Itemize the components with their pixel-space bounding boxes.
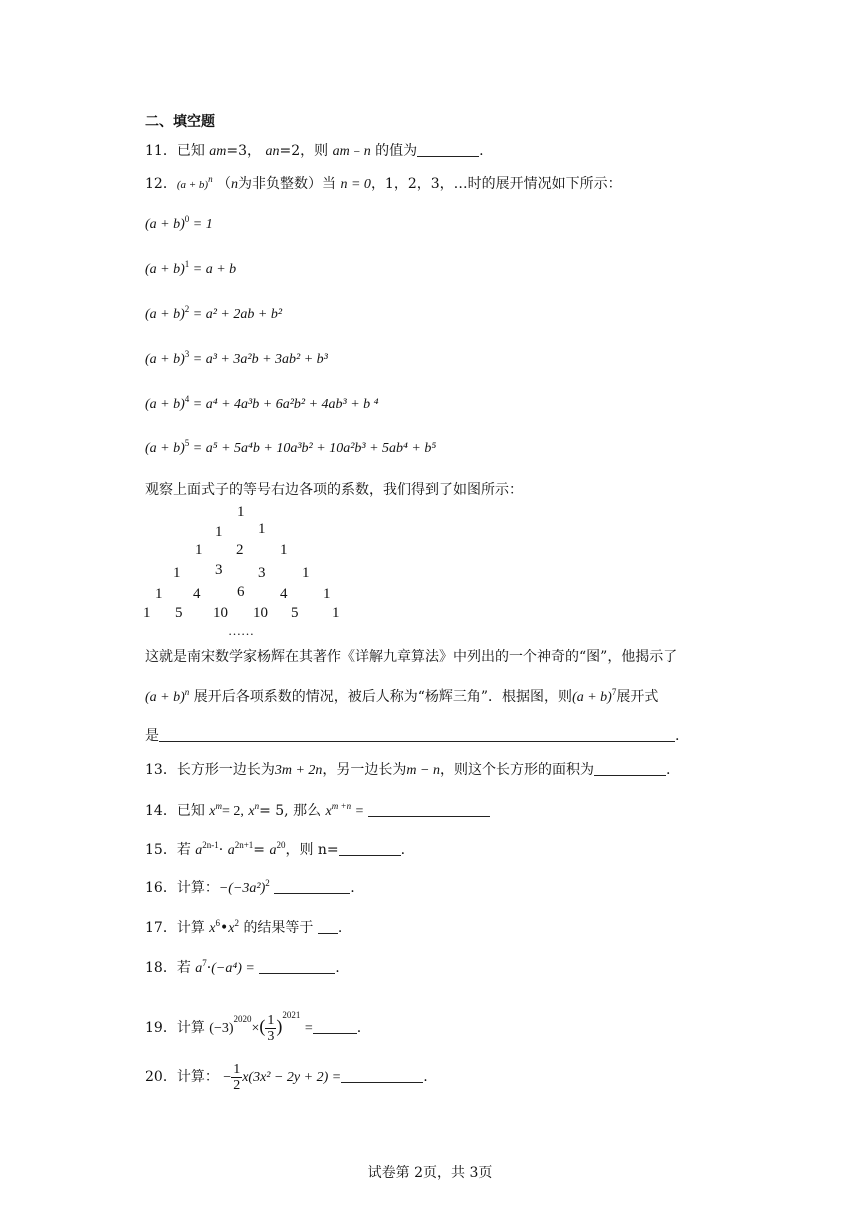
expansion-2: [145, 305, 282, 325]
question-number: 13．: [145, 762, 177, 778]
q12-end: .: [675, 728, 680, 744]
q11-text: =3，: [226, 143, 262, 159]
triangle-dots: ……: [228, 623, 254, 638]
q19-end: .: [356, 1020, 362, 1036]
q14-text: =: [355, 804, 364, 819]
q12-paragraph-2: [145, 687, 658, 708]
triangle-number: 5: [175, 605, 183, 621]
expansion-lhs: (a + b): [145, 352, 185, 367]
q12-observe: 观察上面式子的等号右边各项的系数，我们得到了如图所示：: [145, 482, 523, 498]
triangle-number: 2: [236, 542, 244, 558]
question-12: [145, 174, 622, 195]
q16-end: .: [350, 880, 355, 896]
triangle-number: 3: [215, 562, 223, 578]
q20-expr: x(3x² − 2y + 2) =: [242, 1070, 342, 1085]
q15-a: a: [227, 843, 235, 858]
triangle-number: 1: [195, 542, 203, 558]
question-number: 18．: [145, 960, 177, 976]
question-number: 16．: [145, 880, 177, 896]
q18-expr: (−a⁴) =: [211, 961, 255, 976]
q13-expr: 3m + 2n: [274, 763, 323, 778]
q15-exp: 2n-1: [202, 840, 219, 850]
q15-exp: 20: [276, 840, 286, 850]
expansion-exp: 4: [184, 394, 190, 404]
answer-blank[interactable]: [339, 841, 401, 856]
q19-base: (−3): [209, 1021, 234, 1036]
expansion-rhs: = a³ + 3a²b + 3ab² + b³: [192, 352, 328, 367]
q12-text: 为非负整数）当: [238, 176, 337, 192]
q12-n: n: [231, 177, 239, 192]
q12-paragraph-3: [145, 726, 679, 746]
q13-text: ，另一边长为: [322, 762, 407, 778]
expansion-exp: 5: [184, 438, 190, 448]
q19-paren: ): [276, 1016, 283, 1036]
answer-blank[interactable]: [313, 1019, 357, 1034]
q14-text: = 2,: [222, 804, 244, 819]
q15-end: .: [400, 842, 406, 858]
triangle-number: 5: [291, 605, 299, 621]
q15-text: ，则 n=: [285, 842, 339, 858]
triangle-number: 10: [213, 605, 228, 621]
q12-expr-exp: 7: [611, 687, 617, 697]
q13-end: .: [665, 762, 671, 778]
question-15: [145, 840, 405, 861]
triangle-number: 6: [237, 584, 245, 600]
q17-x: x: [228, 921, 235, 936]
q11-text: 的值为: [375, 143, 418, 159]
question-19: [145, 1010, 361, 1042]
q18-end: .: [335, 960, 340, 976]
q12-expr-exp: n: [184, 687, 190, 697]
triangle-number: 1: [323, 586, 331, 602]
q15-text: 若: [176, 842, 191, 858]
q11-text: 已知: [176, 143, 205, 159]
answer-blank[interactable]: [259, 959, 335, 974]
expansion-rhs: = a² + 2ab + b²: [192, 307, 283, 322]
expansion-1: [145, 260, 236, 280]
q14-x: x: [325, 804, 332, 819]
answer-blank[interactable]: [594, 761, 666, 776]
question-20: [145, 1060, 428, 1094]
q16-exp: 2: [265, 878, 270, 888]
q12-paragraph-1: 这就是南宋数学家杨辉在其著作《详解九章算法》中列出的一个神奇的“图”，他揭示了: [145, 649, 678, 665]
question-14: [145, 801, 490, 822]
expansion-lhs: (a + b): [145, 397, 185, 412]
q14-x: x: [248, 804, 255, 819]
answer-blank[interactable]: [417, 142, 479, 157]
expansion-0: [145, 215, 213, 235]
q11-end: .: [479, 143, 484, 159]
q15-a: a: [269, 843, 277, 858]
page-footer: 试卷第 2页，共 3页: [367, 1165, 493, 1181]
triangle-number: 4: [193, 586, 201, 602]
expansion-rhs: = a⁴ + 4a³b + 6a²b² + 4ab³ + b ⁴: [192, 397, 379, 412]
q13-expr: m − n: [406, 763, 440, 778]
q19-exp: 2021: [282, 1010, 301, 1020]
q20-text: 计算：: [176, 1069, 219, 1085]
answer-blank[interactable]: [341, 1068, 423, 1083]
q15-exp: 2n+1: [234, 840, 254, 850]
expansion-rhs: = a⁵ + 5a⁴b + 10a³b² + 10a²b³ + 5ab⁴ + b⁵: [192, 441, 437, 456]
q12-n-eq: n = 0: [340, 177, 371, 192]
question-number: 20．: [145, 1069, 177, 1085]
expansion-exp: 0: [184, 214, 190, 224]
fraction-numerator: 1: [233, 1061, 241, 1077]
q17-exp: 6: [215, 918, 220, 928]
q12-expr: (a + b): [145, 690, 185, 705]
q12-text: 展开式: [616, 689, 659, 705]
question-17: [145, 918, 342, 939]
q11-an: an: [265, 144, 280, 159]
triangle-number: 3: [258, 565, 266, 581]
triangle-number: 1: [332, 605, 340, 621]
q12-text: ，1，2，3，…时的展开情况如下所示：: [370, 176, 622, 192]
triangle-number: 1: [280, 542, 288, 558]
q19-fraction: [265, 1013, 276, 1044]
question-13: [145, 760, 670, 781]
question-number: 11．: [145, 143, 177, 159]
q19-exp: 2020: [233, 1014, 252, 1024]
triangle-number: 1: [258, 521, 266, 537]
fraction-numerator: 1: [267, 1012, 275, 1028]
q20-end: .: [423, 1069, 428, 1085]
expansion-lhs: (a + b): [145, 307, 185, 322]
question-number: 14．: [145, 803, 177, 819]
q11-op: ﹣: [349, 143, 364, 159]
q14-exp: m: [215, 801, 222, 811]
question-number: 15．: [145, 842, 177, 858]
q18-text: 若: [176, 960, 191, 976]
expansion-3: [145, 350, 328, 370]
expansion-rhs: = 1: [192, 217, 213, 232]
q19-times: ×: [251, 1021, 260, 1036]
q18-a: a: [195, 961, 203, 976]
q12-text: 是: [145, 728, 159, 744]
expansion-5: [145, 439, 436, 459]
q15-dot: ·: [218, 842, 224, 858]
q12-lead: (a + b): [176, 179, 209, 191]
section-title: 二、填空题: [145, 114, 215, 130]
expansion-lhs: (a + b): [145, 217, 185, 232]
q17-exp: 2: [234, 918, 239, 928]
question-18: [145, 958, 340, 979]
expansion-4: [145, 395, 379, 415]
triangle-number: 1: [302, 565, 310, 581]
q17-x: x: [209, 921, 216, 936]
question-number: 19．: [145, 1020, 177, 1036]
expansion-exp: 3: [184, 349, 190, 359]
q14-exp: m +n: [331, 801, 352, 811]
q14-x: x: [209, 804, 216, 819]
q17-text: 的结果等于: [243, 920, 314, 936]
q14-text: 已知: [176, 803, 205, 819]
q19-eq: =: [304, 1021, 313, 1036]
q17-end: .: [337, 920, 343, 936]
q16-expr: −(−3a²): [218, 881, 266, 896]
q17-dot: •: [220, 920, 229, 936]
expansion-exp: 1: [184, 259, 190, 269]
q11-am: am: [209, 144, 227, 159]
triangle-number: 4: [280, 586, 288, 602]
q12-lead-exp: n: [208, 174, 213, 184]
triangle-number: 1: [215, 524, 223, 540]
q20-neg: −: [223, 1070, 232, 1085]
triangle-number: 1: [143, 605, 151, 621]
q16-text: 计算：: [176, 880, 219, 896]
answer-blank[interactable]: [159, 727, 675, 742]
question-number: 17．: [145, 920, 177, 936]
expansion-lhs: (a + b): [145, 441, 185, 456]
fraction-denominator: 2: [233, 1077, 241, 1093]
triangle-number: 10: [253, 605, 268, 621]
q15-text: =: [253, 842, 265, 858]
q12-text: （: [217, 176, 232, 192]
q13-text: ，则这个长方形的面积为: [439, 762, 594, 778]
q11-n: n: [363, 144, 371, 159]
answer-blank[interactable]: [274, 879, 350, 894]
q17-text: 计算: [176, 920, 205, 936]
q12-text: 展开后各项系数的情况，被后人称为“杨辉三角”．根据图，则: [193, 689, 573, 705]
q11-am: am: [332, 144, 350, 159]
triangle-number: 1: [155, 586, 163, 602]
answer-blank[interactable]: [318, 919, 338, 934]
fraction-denominator: 3: [267, 1028, 275, 1044]
q19-paren: (: [259, 1016, 266, 1036]
q13-text: 长方形一边长为: [176, 762, 275, 778]
answer-blank[interactable]: [368, 802, 490, 817]
q14-exp: n: [254, 801, 260, 811]
expansion-rhs: = a + b: [192, 262, 237, 277]
q18-exp: 7: [202, 958, 207, 968]
q18-dot: ·: [206, 960, 212, 976]
question-number: 12．: [145, 176, 177, 192]
question-16: [145, 878, 355, 899]
triangle-number: 1: [237, 504, 245, 520]
q14-text: = 5, 那么: [259, 803, 322, 819]
q11-text: =2，则: [279, 143, 329, 159]
triangle-number: 1: [173, 565, 181, 581]
question-11: [145, 141, 484, 162]
q19-text: 计算: [176, 1020, 205, 1036]
expansion-exp: 2: [184, 304, 190, 314]
expansion-lhs: (a + b): [145, 262, 185, 277]
q15-a: a: [195, 843, 203, 858]
q12-expr: (a + b): [572, 690, 612, 705]
q20-fraction: [231, 1062, 242, 1093]
